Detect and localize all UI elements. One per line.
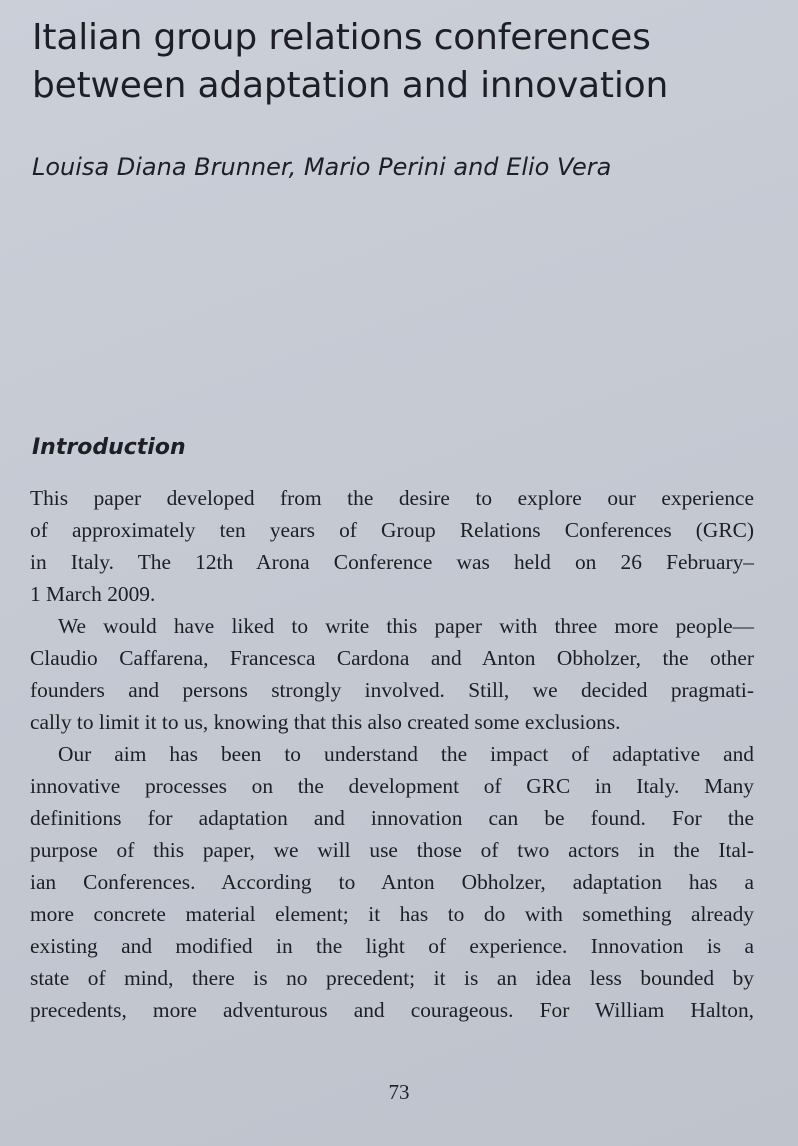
chapter-title-line-2: between adaptation and innovation — [32, 65, 669, 106]
text-line: We would have liked to write this paper with three more people— — [58, 614, 754, 638]
chapter-title-line-1: Italian group relations conferences — [32, 17, 651, 58]
text-line: existing and modified in the light of experience. Innovation is a — [30, 934, 754, 958]
paragraph-2 — [30, 610, 754, 738]
text-line: precedents, more adventurous and courageous. For William Halton, — [30, 998, 754, 1022]
text-line: cally to limit it to us, knowing that this also created some exclusions. — [30, 710, 621, 734]
author-names: Louisa Diana Brunner, Mario Perini and Elio Vera — [32, 153, 612, 181]
text-line: 1 March 2009. — [30, 582, 156, 606]
text-line: in Italy. The 12th Arona Conference was held on 26 February– — [30, 550, 754, 574]
paragraph-1 — [30, 482, 754, 610]
text-line: ian Conferences. According to Anton Obholzer, adaptation has a — [30, 870, 754, 894]
text-line: This paper developed from the desire to explore our experience — [30, 486, 754, 510]
text-line: definitions for adaptation and innovation can be found. For the — [30, 806, 754, 830]
text-line: Claudio Caffarena, Francesca Cardona and Anton Obholzer, the other — [30, 646, 754, 670]
text-line: of approximately ten years of Group Relations Conferences (GRC) — [30, 518, 754, 542]
text-line: innovative processes on the development of GRC in Italy. Many — [30, 774, 754, 798]
text-line: founders and persons strongly involved. Still, we decided pragmati- — [30, 678, 754, 702]
paragraph-3 — [30, 738, 754, 1026]
text-line: Our aim has been to understand the impact of adaptative and — [58, 742, 754, 766]
text-line: purpose of this paper, we will use those of two actors in the Ital- — [30, 838, 754, 862]
section-heading: Introduction — [32, 435, 186, 460]
chapter-title — [32, 14, 772, 110]
page-number: 73 — [388, 1080, 410, 1104]
text-line: more concrete material element; it has to do with something already — [30, 902, 754, 926]
text-line: state of mind, there is no precedent; it is an idea less bounded by — [30, 966, 754, 990]
body-text — [30, 482, 754, 1026]
